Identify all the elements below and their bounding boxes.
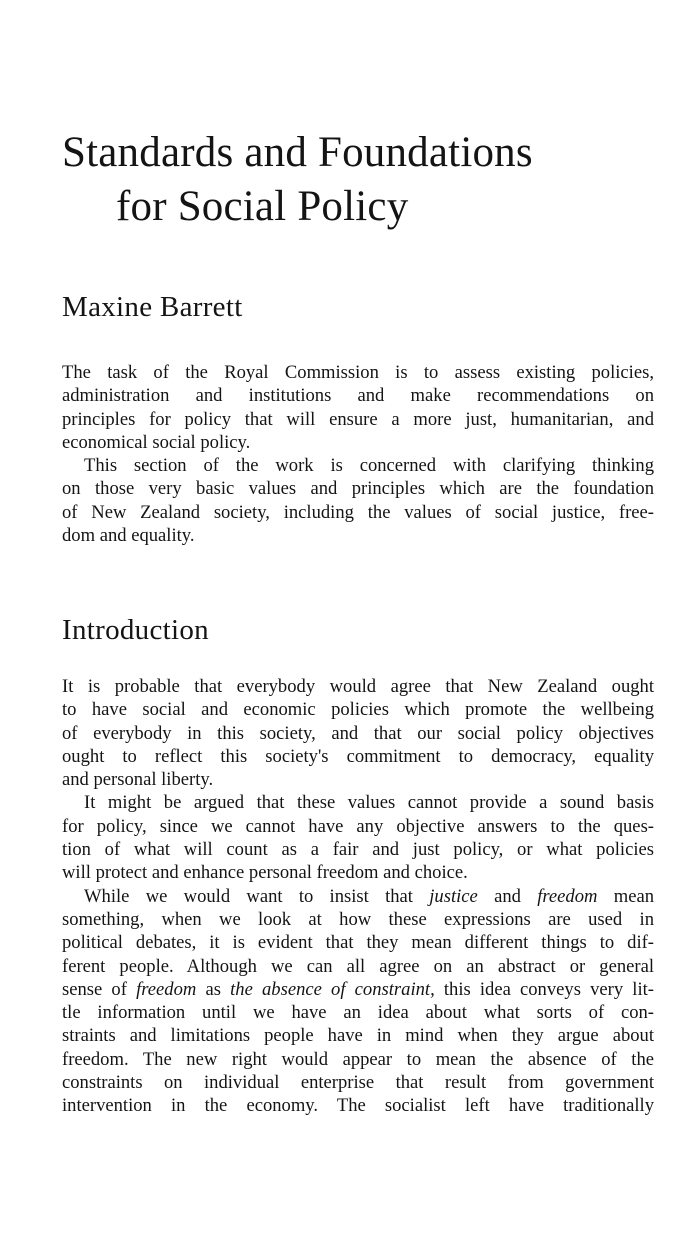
text-line: It might be argued that these values cannot provide a sound basis — [84, 792, 654, 814]
text-line: to have social and economic policies which promote the wellbeing — [62, 699, 654, 721]
title-line-2: for Social Policy — [116, 183, 409, 230]
text-line: something, when we look at how these expressions are used in — [62, 908, 654, 930]
text-line: It is probable that everybody would agree that New Zealand ought — [62, 676, 654, 697]
text-line: ought to reflect this society's commitment to democracy, equality — [62, 745, 654, 767]
abstract-paragraph-1 — [62, 361, 654, 454]
text-line: for policy, since we cannot have any objective answers to the ques- — [62, 815, 654, 837]
text-line: economical social policy. — [62, 431, 251, 453]
intro-paragraph-1 — [62, 675, 654, 791]
emphasis-justice: justice — [429, 885, 478, 907]
text-line — [62, 885, 654, 908]
text-run: and — [494, 885, 521, 907]
text-line: political debates, it is evident that they mean different things to dif- — [62, 932, 654, 954]
text-line — [62, 978, 654, 1001]
text-line: freedom. The new right would appear to mean the absence of the — [62, 1048, 654, 1070]
text-run: sense of — [62, 978, 127, 1000]
emphasis-freedom: freedom — [537, 885, 598, 907]
text-run: mean — [613, 885, 655, 907]
author-name: Maxine Barrett — [62, 291, 243, 323]
text-line: constraints on individual enterprise that result from government — [62, 1072, 654, 1094]
text-run: While we would want to insist that — [84, 885, 413, 907]
text-line: The task of the Royal Commission is to assess existing policies, — [62, 362, 654, 383]
text-line: intervention in the economy. The socialist left have traditionally — [62, 1095, 654, 1117]
emphasis-absence-of-constraint: the absence of constraint, — [230, 978, 435, 1000]
text-line: ferent people. Although we can all agree on an abstract or general — [62, 955, 654, 977]
page-title — [62, 126, 662, 234]
text-line: of everybody in this society, and that our social policy objectives — [62, 722, 654, 744]
emphasis-freedom: freedom — [136, 978, 197, 1000]
text-line: of New Zealand society, including the values of social justice, free- — [62, 501, 654, 523]
introduction-body — [62, 675, 654, 1118]
title-line-1: Standards and Foundations — [62, 129, 533, 176]
text-line: on those very basic values and principles which are the foundation — [62, 478, 654, 500]
intro-paragraph-2 — [62, 791, 654, 884]
text-line: tle information until we have an idea about what sorts of con- — [62, 1002, 654, 1024]
text-line: administration and institutions and make recommendations on — [62, 385, 654, 407]
intro-paragraph-3 — [62, 885, 654, 1118]
section-heading-introduction: Introduction — [62, 614, 209, 646]
text-line: dom and equality. — [62, 525, 195, 547]
text-line: This section of the work is concerned with clarifying thinking — [84, 455, 654, 477]
text-line: straints and limitations people have in mind when they argue about — [62, 1025, 654, 1047]
abstract-paragraph-2 — [62, 454, 654, 547]
text-run: as — [205, 978, 221, 1000]
abstract — [62, 361, 654, 547]
text-run: this idea conveys very lit- — [443, 978, 654, 1000]
text-line: will protect and enhance personal freedom and choice. — [62, 862, 468, 884]
text-line: and personal liberty. — [62, 769, 214, 791]
text-line: principles for policy that will ensure a more just, humanitarian, and — [62, 408, 654, 430]
text-line: tion of what will count as a fair and just policy, or what policies — [62, 839, 654, 861]
